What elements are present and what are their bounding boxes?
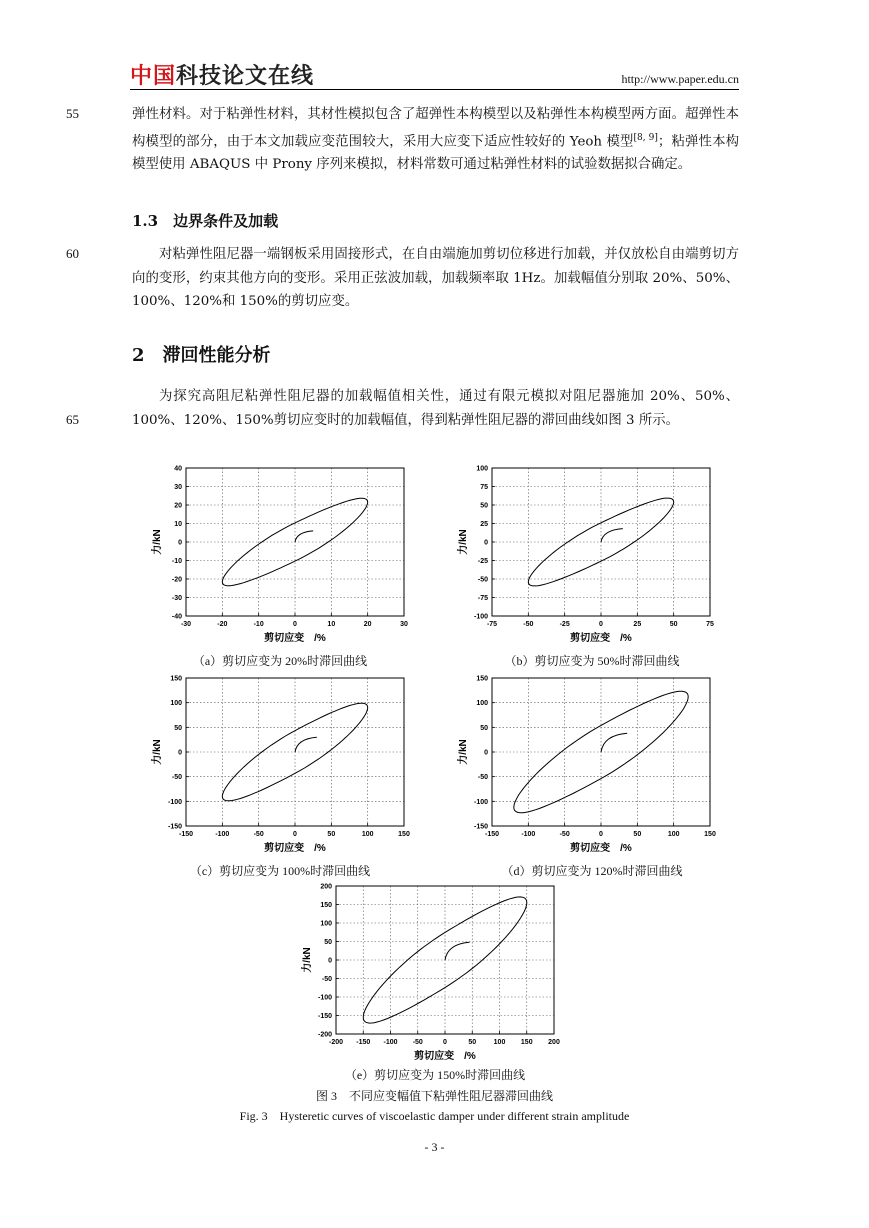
- x-tick-label: 0: [293, 621, 297, 628]
- x-tick-label: -30: [180, 621, 192, 628]
- x-tick-label: -75: [486, 621, 498, 628]
- y-tick-label: 150: [320, 902, 332, 909]
- y-axis-label: 力/kN: [458, 529, 469, 555]
- y-tick-label: -150: [167, 823, 182, 831]
- subcaption-b: （b）剪切应变为 50%时滞回曲线: [504, 654, 680, 668]
- y-tick-label: -100: [167, 798, 182, 806]
- y-axis-label: 力/kN: [152, 529, 163, 555]
- x-tick-label: 150: [398, 831, 410, 838]
- y-tick-label: -50: [477, 774, 488, 782]
- x-axis-label: 剪切应变 /%: [264, 843, 326, 854]
- initial-loading-curve: [295, 737, 317, 752]
- y-tick-label: 50: [324, 939, 332, 946]
- x-tick-label: 50: [468, 1039, 477, 1046]
- y-tick-label: -50: [321, 976, 332, 983]
- initial-loading-curve: [295, 531, 313, 542]
- x-axis-label: 剪切应变 /%: [414, 1051, 476, 1062]
- y-axis-label: 力/kN: [152, 739, 163, 765]
- x-tick-label: 50: [669, 621, 678, 628]
- y-tick-label: -50: [171, 774, 182, 782]
- x-axis-label: 剪切应变 /%: [570, 843, 632, 854]
- x-tick-label: -100: [383, 1039, 398, 1046]
- x-tick-label: -20: [217, 621, 228, 628]
- x-tick-label: 50: [327, 831, 336, 838]
- y-tick-label: -150: [317, 1013, 332, 1020]
- x-tick-label: 0: [599, 831, 603, 838]
- y-tick-label: 20: [174, 502, 182, 510]
- x-tick-label: -150: [356, 1039, 371, 1046]
- logo-red-text: 中国: [130, 64, 177, 89]
- x-tick-label: 150: [704, 831, 716, 838]
- chart-e: [300, 880, 570, 1070]
- y-tick-label: 100: [170, 700, 182, 708]
- x-tick-label: 10: [327, 621, 336, 628]
- initial-loading-curve: [445, 942, 470, 960]
- y-tick-label: -200: [317, 1031, 332, 1039]
- subcaption-a: （a）剪切应变为 20%时滞回曲线: [192, 654, 368, 668]
- y-tick-label: 150: [476, 675, 488, 683]
- x-tick-label: 100: [493, 1039, 506, 1046]
- x-tick-label: -50: [559, 831, 570, 838]
- subcaption-d: （d）剪切应变为 120%时滞回曲线: [501, 864, 683, 878]
- figure-caption-en: Fig. 3 Hysteretic curves of viscoelastic damper under different strain amplitude: [239, 1109, 630, 1123]
- x-tick-label: 30: [400, 621, 408, 628]
- x-tick-label: 200: [548, 1039, 560, 1046]
- section-heading-2: 2 滞回性能分析: [132, 345, 271, 366]
- x-tick-label: 0: [293, 831, 297, 838]
- chart-c: [150, 672, 420, 862]
- y-tick-label: -100: [317, 994, 332, 1002]
- y-tick-label: 10: [174, 521, 182, 528]
- initial-loading-curve: [601, 529, 623, 542]
- x-axis-label: 剪切应变 /%: [570, 633, 632, 644]
- chart-a: [150, 462, 420, 652]
- y-tick-label: 30: [174, 484, 182, 491]
- y-tick-label: -100: [473, 613, 488, 621]
- x-tick-label: -50: [253, 831, 264, 838]
- citation-ref[interactable]: [8, 9]: [633, 132, 658, 143]
- x-tick-label: 20: [363, 621, 372, 628]
- subcaption-e: （e）剪切应变为 150%时滞回曲线: [344, 1068, 526, 1082]
- paragraph-hysteresis: 为探究高阻尼粘弹性阻尼器的加载幅值相关性，通过有限元模拟对阻尼器施加 20%、50%、100%、120%、150%剪切应变时的加载幅值，得到粘弹性阻尼器的滞回曲线如图 3 所示。: [132, 389, 739, 428]
- y-tick-label: -75: [477, 595, 488, 602]
- y-tick-label: 25: [480, 521, 488, 528]
- section-heading-1-3: 1.3 边界条件及加载: [132, 212, 279, 230]
- y-tick-label: 50: [174, 724, 182, 732]
- x-axis-label: 剪切应变 /%: [264, 633, 326, 644]
- x-tick-label: -200: [328, 1039, 344, 1046]
- x-tick-label: 50: [633, 831, 642, 838]
- y-tick-label: 100: [320, 920, 332, 928]
- y-tick-label: 75: [480, 484, 488, 491]
- y-tick-label: -25: [477, 558, 488, 565]
- y-tick-label: -20: [171, 576, 182, 584]
- y-axis-label: 力/kN: [302, 947, 313, 973]
- page-number: - 3 -: [424, 1140, 445, 1154]
- subcaption-c: （c）剪切应变为 100%时滞回曲线: [189, 864, 371, 878]
- line-number-65: 65: [66, 412, 79, 427]
- x-tick-label: 0: [443, 1039, 447, 1046]
- y-tick-label: 50: [480, 502, 488, 510]
- line-number-55: 55: [66, 106, 79, 121]
- y-tick-label: -40: [171, 613, 182, 621]
- y-tick-label: -50: [477, 576, 488, 584]
- x-tick-label: -150: [484, 831, 500, 838]
- x-tick-label: -100: [215, 831, 230, 838]
- x-tick-label: -25: [559, 621, 570, 628]
- y-tick-label: 50: [480, 724, 488, 732]
- x-tick-label: 100: [667, 831, 680, 838]
- y-tick-label: 0: [328, 957, 332, 965]
- y-tick-label: 0: [484, 749, 488, 757]
- y-tick-label: -100: [473, 798, 488, 806]
- y-tick-label: 0: [178, 539, 182, 547]
- y-tick-label: 100: [476, 700, 488, 708]
- chart-b: [456, 462, 726, 652]
- y-tick-label: 0: [484, 539, 488, 547]
- y-tick-label: -30: [171, 595, 182, 602]
- initial-loading-curve: [601, 733, 627, 752]
- x-tick-label: 75: [706, 621, 714, 628]
- header-rule: [130, 89, 739, 90]
- figure-caption-cn: 图 3 不同应变幅值下粘弹性阻尼器滞回曲线: [315, 1089, 553, 1103]
- x-tick-label: -50: [523, 621, 534, 628]
- x-tick-label: -10: [253, 621, 264, 628]
- line-number-60: 60: [66, 246, 79, 261]
- y-tick-label: 150: [170, 675, 182, 683]
- y-tick-label: 0: [178, 749, 182, 757]
- x-tick-label: 25: [633, 621, 642, 628]
- x-tick-label: 0: [599, 621, 603, 628]
- header-url[interactable]: http://www.paper.edu.cn: [621, 72, 739, 86]
- logo-dark-text: 科技论文在线: [176, 64, 315, 89]
- site-logo[interactable]: [130, 64, 314, 90]
- paragraph-material-model: 弹性材料。对于粘弹性材料，其材性模拟包含了超弹性本构模型以及粘弹性本构模型两方面。超弹性本构模型的部分，由于本文加载应变范围较大，采用大应变下适应性较好的 Yeoh 模型[8, 9]；粘弹性本构模型使用 ABAQUS 中 Prony 序列来模拟，材料常数可通过粘弹性材料的试验数据拟合确定。: [132, 107, 740, 173]
- y-tick-label: 200: [320, 883, 332, 891]
- x-tick-label: 100: [361, 831, 374, 838]
- x-tick-label: -100: [521, 831, 536, 838]
- x-tick-label: 150: [520, 1039, 533, 1046]
- y-tick-label: 100: [476, 465, 488, 473]
- chart-d: [456, 672, 726, 862]
- paragraph-boundary: 对粘弹性阻尼器一端钢板采用固接形式，在自由端施加剪切位移进行加载，并仅放松自由端剪切方向的变形，约束其他方向的变形。采用正弦波加载，加载频率取 1Hz。加载幅值分别取 20%、50%、100%、120%和 150%的剪切应变。: [132, 247, 739, 309]
- x-tick-label: -150: [178, 831, 194, 838]
- y-axis-label: 力/kN: [458, 739, 469, 765]
- y-tick-label: -10: [171, 558, 182, 565]
- x-tick-label: -50: [412, 1039, 423, 1046]
- y-tick-label: 40: [174, 465, 182, 473]
- y-tick-label: -150: [473, 823, 488, 831]
